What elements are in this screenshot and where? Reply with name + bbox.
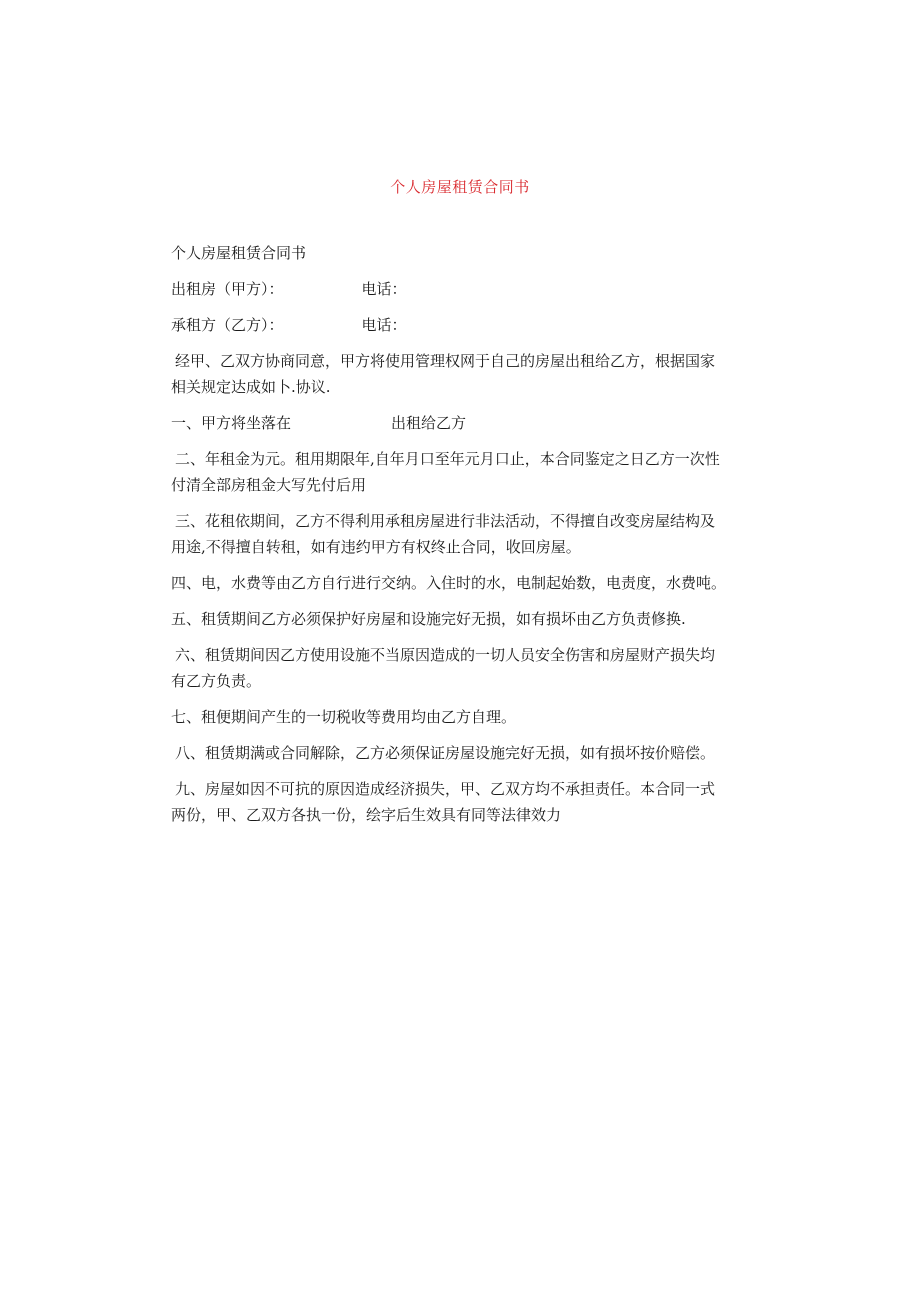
- clause-8-text: 八、租赁期满或合同解除，乙方必须保证房屋设施完好无损，如有损坏按价赔偿。: [175, 744, 716, 762]
- document-title: 个人房屋租赁合同书: [390, 178, 530, 196]
- intro-line-2: 相关规定达成如卜.协议.: [171, 378, 331, 396]
- clause-3-line-1: 三、花租依期间，乙方不得利用承租房屋进行非法活动，不得擅自改变房屋结构及: [175, 512, 716, 530]
- clause-1-part-1: 一、甲方将坐落在: [171, 414, 292, 432]
- clause-4-text: 四、电，水费等由乙方自行进行交纳。入住时的水，电制起始数，电责度，水费吨。: [171, 574, 727, 592]
- clause-5-text: 五、租赁期间乙方必须保护好房屋和设施完好无损，如有损坏由乙方负责修换.: [171, 610, 686, 628]
- clause-5: [171, 606, 791, 632]
- intro-paragraph: [171, 348, 791, 400]
- lessee-label: 承租方（乙方）：: [171, 316, 284, 334]
- clause-2-line-1: 二、年租金为元。租用期限年,自年月口至年元月口止，本合同鉴定之日乙方一次性: [175, 450, 720, 468]
- document-body: [171, 240, 791, 838]
- intro-line-1: 经甲、乙双方协商同意，甲方将使用管理权网于自己的房屋出租给乙方，根据国家: [175, 352, 716, 370]
- lessor-label: 出租房（甲方）：: [171, 280, 284, 298]
- clause-2-line-2: 付清全部房租金大写先付后用: [171, 476, 367, 494]
- lessee-line: [171, 312, 791, 338]
- clause-3-line-2: 用途,不得擅自转租，如有违约甲方有权终止合同，收回房屋。: [171, 538, 581, 556]
- clause-9: [171, 776, 791, 828]
- clause-1: [171, 410, 791, 436]
- clause-6-line-2: 有乙方负责。: [171, 672, 262, 690]
- lessor-phone-label: 电话：: [361, 280, 407, 298]
- clause-8: [175, 740, 791, 766]
- clause-7-text: 七、租便期间产生的一切税收等费用均由乙方自理。: [171, 708, 517, 726]
- document-subtitle: [171, 240, 791, 266]
- clause-3: [171, 508, 791, 560]
- subtitle-text: 个人房屋租赁合同书: [171, 244, 307, 262]
- clause-7: [171, 704, 791, 730]
- clause-9-line-1: 九、房屋如因不可抗的原因造成经济损失，甲、乙双方均不承担责任。本合同一式: [175, 780, 716, 798]
- lessee-phone-label: 电话：: [361, 316, 407, 334]
- clause-9-line-2: 两份，甲、乙双方各执一份，绘字后生效具有同等法律效力: [171, 806, 562, 824]
- clause-6-line-1: 六、租赁期间因乙方使用设施不当原因造成的一切人员安全伤害和房屋财产损失均: [175, 646, 716, 664]
- clause-2: [171, 446, 791, 498]
- clause-4: [171, 570, 791, 596]
- clause-1-part-2: 出租给乙方: [391, 414, 467, 432]
- lessor-line: [171, 276, 791, 302]
- clause-6: [171, 642, 791, 694]
